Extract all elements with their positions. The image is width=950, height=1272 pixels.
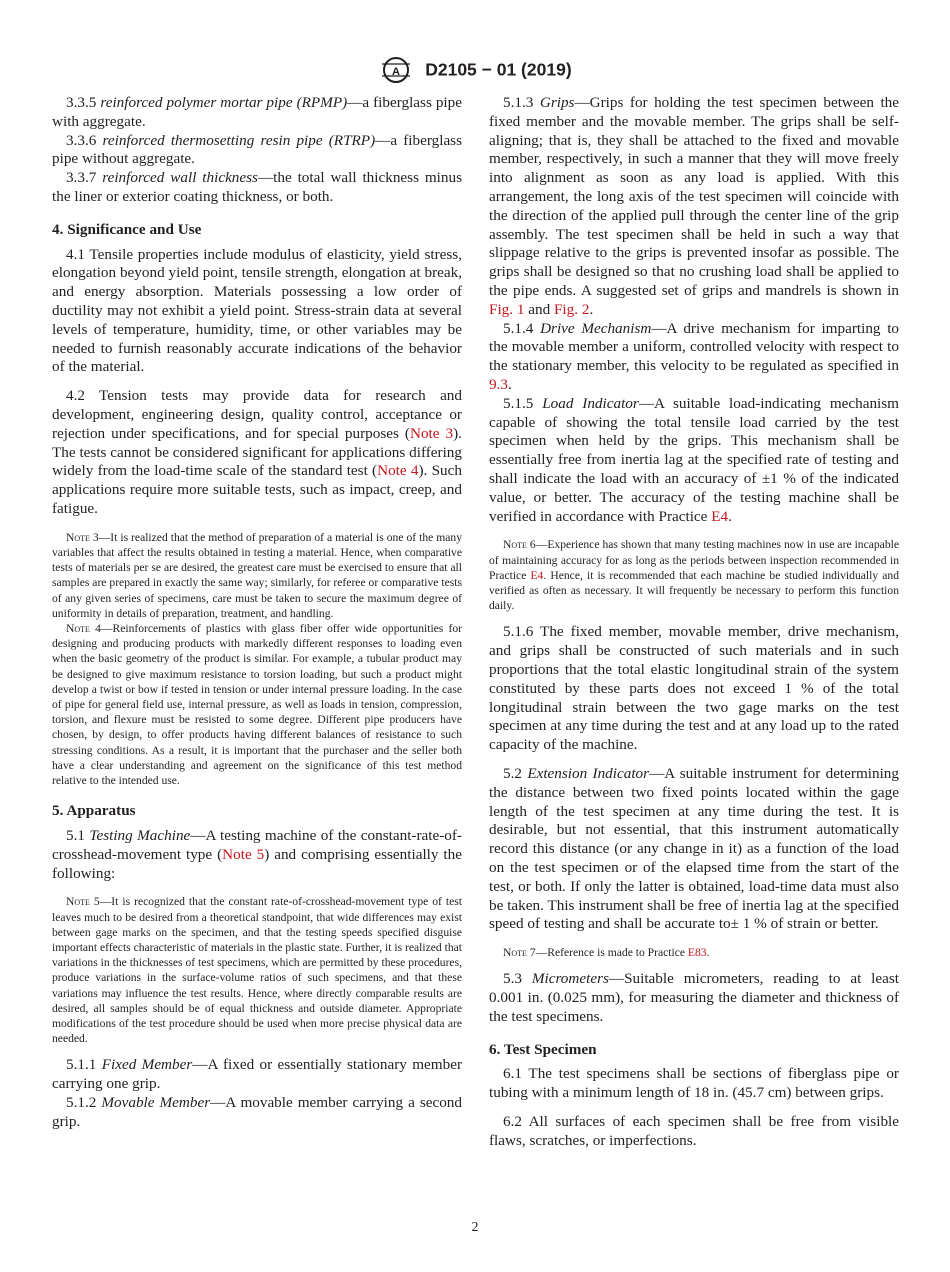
paragraph — [52, 169, 462, 207]
paragraph — [489, 1065, 899, 1103]
document-designation: D2105 − 01 (2019) — [425, 59, 572, 80]
text: 6—Experience has shown that many testing machines now in use are incapable of maintaining accuracy for as long as the periods between inspection recommended in Practice — [489, 538, 899, 582]
text: 5.1.6 The fixed member, movable member, drive mechanism, and grips shall be constructed of such materials and in such proportions that the total elastic longitudinal strain of the system constituted by these parts does not exceed 1 % of the total longitudinal strain between the two gage marks on the test specimen at any time during the test and at any load up to the rated capacity of the machine. — [489, 623, 899, 754]
text: 5.1.4 — [503, 319, 541, 337]
term-italic: Grips — [539, 94, 575, 111]
paragraph — [52, 1094, 462, 1132]
paragraph — [489, 395, 899, 527]
text: 5.1.2 — [66, 1094, 102, 1111]
paragraph — [52, 132, 462, 170]
text: and — [524, 300, 554, 318]
paragraph — [52, 827, 462, 883]
right-column — [489, 94, 899, 1151]
paragraph — [52, 1056, 462, 1094]
term-italic: Fixed Member — [101, 1056, 193, 1074]
paragraph — [489, 970, 899, 1026]
paragraph — [489, 623, 899, 755]
text: ). Such applications require more suitable tests, such as impact, creep, and fatigue. — [52, 462, 462, 517]
text: —A testing machine of the constant-rate-of-crosshead-movement type ( — [52, 826, 462, 863]
text: ) and comprising essentially the following: — [52, 845, 462, 882]
note-label: Note — [503, 946, 527, 960]
text: 5. Apparatus — [52, 802, 136, 820]
text: 5.1.5 — [503, 394, 543, 412]
text: —A suitable instrument for determining the distance between two fixed points located within the gage length of the test specimen at any time during the test. It is desirable, but not essential, that this instrument automatically record this distance (or any change in it) as a function of the load on the test specimen or of the elapsed time from the start of the test, or both. If only the latter is obtained, load-time data must also be taken. This instrument shall be free of inertia lag at the specified speed of testing and shall be accurate to± 1 % of strain or better. — [489, 764, 899, 933]
note — [52, 894, 462, 1046]
term-italic: Movable Member — [101, 1094, 211, 1111]
text: 3—It is realized that the method of preparation of a material is one of the many variables that affect the results obtained in testing a material. Hence, when comparative tests of materials per se are desired, the greatest care must be exercised to ensure that all samples are prepared in exactly the same way; similarly, for referee or comparative tests of any given series of specimens, care must be taken to secure the maximum degree of uniformity in details of preparation, treatment, and handling. — [52, 530, 462, 620]
text: —Suitable micrometers, reading to at least 0.001 in. (0.025 mm), for measuring the diameter and thickness of the test specimens. — [489, 970, 899, 1025]
text: 6. Test Specimen — [489, 1040, 597, 1058]
text: 3.3.7 — [66, 169, 103, 187]
term-italic: Load Indicator — [542, 394, 639, 412]
text: ). The tests cannot be considered significant for applications differing widely from the load-time scale of the standard test ( — [52, 424, 462, 480]
term-italic: Drive Mechanism — [540, 319, 652, 337]
text: —A drive mechanism for imparting to the movable member a uniform, controlled velocity with respect to the stationary member, this velocity to be regulated as specified in — [489, 319, 900, 375]
text: 4. Significance and Use — [52, 220, 202, 238]
section-heading — [52, 802, 462, 821]
term-italic: reinforced thermosetting resin pipe (RTRP) — [102, 131, 376, 149]
note-label: Note — [503, 538, 527, 552]
text: —the total wall thickness minus the liner or exterior coating thickness, or both. — [52, 169, 462, 205]
note — [489, 945, 899, 960]
left-column — [52, 94, 462, 1132]
paragraph — [489, 1113, 899, 1151]
cross-reference-link[interactable]: E4 — [530, 568, 544, 582]
note — [52, 530, 462, 621]
text: 5.1.1 — [66, 1056, 102, 1074]
cross-reference-link[interactable]: Fig. 1 — [489, 300, 525, 318]
text: . Hence, it is recommended that each machine be studied individually and verified as often as necessary. It will frequently be necessary to perform this function daily. — [489, 568, 899, 613]
text: 7—Reference is made to Practice — [526, 946, 688, 960]
cross-reference-link[interactable]: 9.3 — [489, 375, 508, 393]
paragraph — [52, 94, 462, 132]
paragraph — [489, 94, 899, 320]
text: 4.2 Tension tests may provide data for research and development, engineering design, quality control, acceptance or rejection under specifications, and for special purposes ( — [52, 387, 462, 442]
text: —a fiberglass pipe without aggregate. — [52, 131, 463, 168]
term-italic: Micrometers — [531, 970, 609, 988]
text: 5.1 — [66, 826, 90, 844]
paragraph — [489, 765, 899, 934]
text: . — [706, 946, 710, 960]
text: —A suitable load-indicating mechanism capable of showing the total tensile load carried by the test specimen when held by the grips. This mechanism shall be essentially free from inertia lag at the specified rate of testing and shall indicate the load with an accuracy of ±1 % of the indicated value, or better. The accuracy of the testing machine shall be verified in accordance with Practice — [489, 394, 899, 525]
paragraph — [489, 320, 899, 395]
text: 3.3.6 — [66, 131, 103, 149]
text: 5—It is recognized that the constant rate-of-crosshead-movement type of test leaves much to be desired from a theoretical standpoint, that wide differences may exist between gage marks on the specimen, and that the testing speeds specified disguise important effects characteristic of materials in the plastic state. Further, it is realized that variations in the thicknesses of test specimens, which are permitted by these procedures, produce variations in the surface-volume ratios of such specimens, and that these variations may influence the test results. Hence, where directly comparable results are desired, all samples should be of equal thickness and outside diameter. Appropriate modifications of the test procedure should be used when more precise physical data are needed. — [52, 895, 462, 1046]
paragraph — [52, 387, 462, 519]
text: 3.3.5 — [66, 94, 101, 111]
text: . — [728, 507, 732, 525]
text: 6.2 All surfaces of each specimen shall be free from visible flaws, scratches, or imperfections. — [489, 1113, 899, 1149]
text: 6.1 The test specimens shall be sections of fiberglass pipe or tubing with a minimum length of 18 in. (45.7 cm) between grips. — [489, 1065, 899, 1102]
cross-reference-link[interactable]: Note 4 — [377, 462, 419, 480]
cross-reference-link[interactable]: Note 5 — [222, 845, 265, 863]
section-heading — [52, 221, 462, 240]
text: 5.1.3 — [503, 94, 540, 111]
term-italic: reinforced polymer mortar pipe (RPMP) — [100, 94, 348, 111]
text: 5.3 — [503, 970, 532, 988]
note-label: Note — [66, 621, 90, 635]
cross-reference-link[interactable]: E4 — [711, 507, 729, 525]
text: —A movable member carrying a second grip. — [52, 1094, 462, 1130]
term-italic: Testing Machine — [89, 826, 191, 844]
text: 5.2 — [503, 764, 528, 782]
cross-reference-link[interactable]: Fig. 2 — [553, 300, 590, 318]
text: —a fiberglass pipe with aggregate. — [52, 94, 462, 130]
page-header — [0, 56, 950, 84]
text: —Grips for holding the test specimen between the fixed member and the movable member. The grips shall be self-aligning; that is, they shall be attached to the fixed and movable member, respectively, in such a manner that they will move freely into alignment as soon as any load is applied. With this arrangement, the long axis of the test specimen will coincide with the direction of the applied pull through the center line of the grip assembly. The test specimen shall be held in such a way that slippage relative to the grips is prevented insofar as possible. The grips shall be designed so that no crushing load shall be applied to the pipe ends. A suggested set of grips and mandrels is shown in — [489, 94, 899, 299]
term-italic: Extension Indicator — [527, 764, 650, 782]
note — [489, 537, 899, 613]
astm-logo-icon — [378, 56, 414, 84]
text: . — [589, 300, 594, 318]
text: —A fixed or essentially stationary member carrying one grip. — [52, 1056, 462, 1093]
svg-text:A: A — [392, 66, 401, 78]
section-heading — [489, 1041, 899, 1060]
text: 4—Reinforcements of plastics with glass fiber offer wide opportunities for designing and producing products with markedly different responses to loading even when the basic geometry of the product is similar. For example, a tubular product may be designed to give maximum resistance to torsion loading, but such a product might develop a twist or bow if tested in tension or under internal pressure loading. In the case of pipe for general field use, internal pressure, as well as loads in tension, compression, torsion, and flexure must be resisted to some degree. Different pipe producers have chosen, by design, to offer products having different balances of resistance to such stressing conditions. As a result, it is important that the purchaser and the seller both have a clear understanding and agreement on the significance of this test method relative to the intended use. — [52, 621, 462, 787]
note-label: Note — [66, 530, 90, 544]
text: . — [507, 375, 512, 393]
cross-reference-link[interactable]: Note 3 — [409, 424, 454, 442]
note — [52, 621, 462, 788]
note-label: Note — [66, 895, 90, 909]
term-italic: reinforced wall thickness — [102, 169, 258, 187]
text: 4.1 Tensile properties include modulus of elasticity, yield stress, elongation beyond yield point, tensile strength, elongation at break, and energy absorption. Materials possessing a low order of ductility may not exhibit a yield point. Stress-strain data at several levels of temperature, humidity, time, or other variables may be needed to furnish reasonably accurate indications of the behavior of the material. — [52, 245, 462, 376]
cross-reference-link[interactable]: E83 — [687, 946, 707, 960]
paragraph — [52, 246, 462, 378]
page-number: 2 — [471, 1220, 479, 1235]
